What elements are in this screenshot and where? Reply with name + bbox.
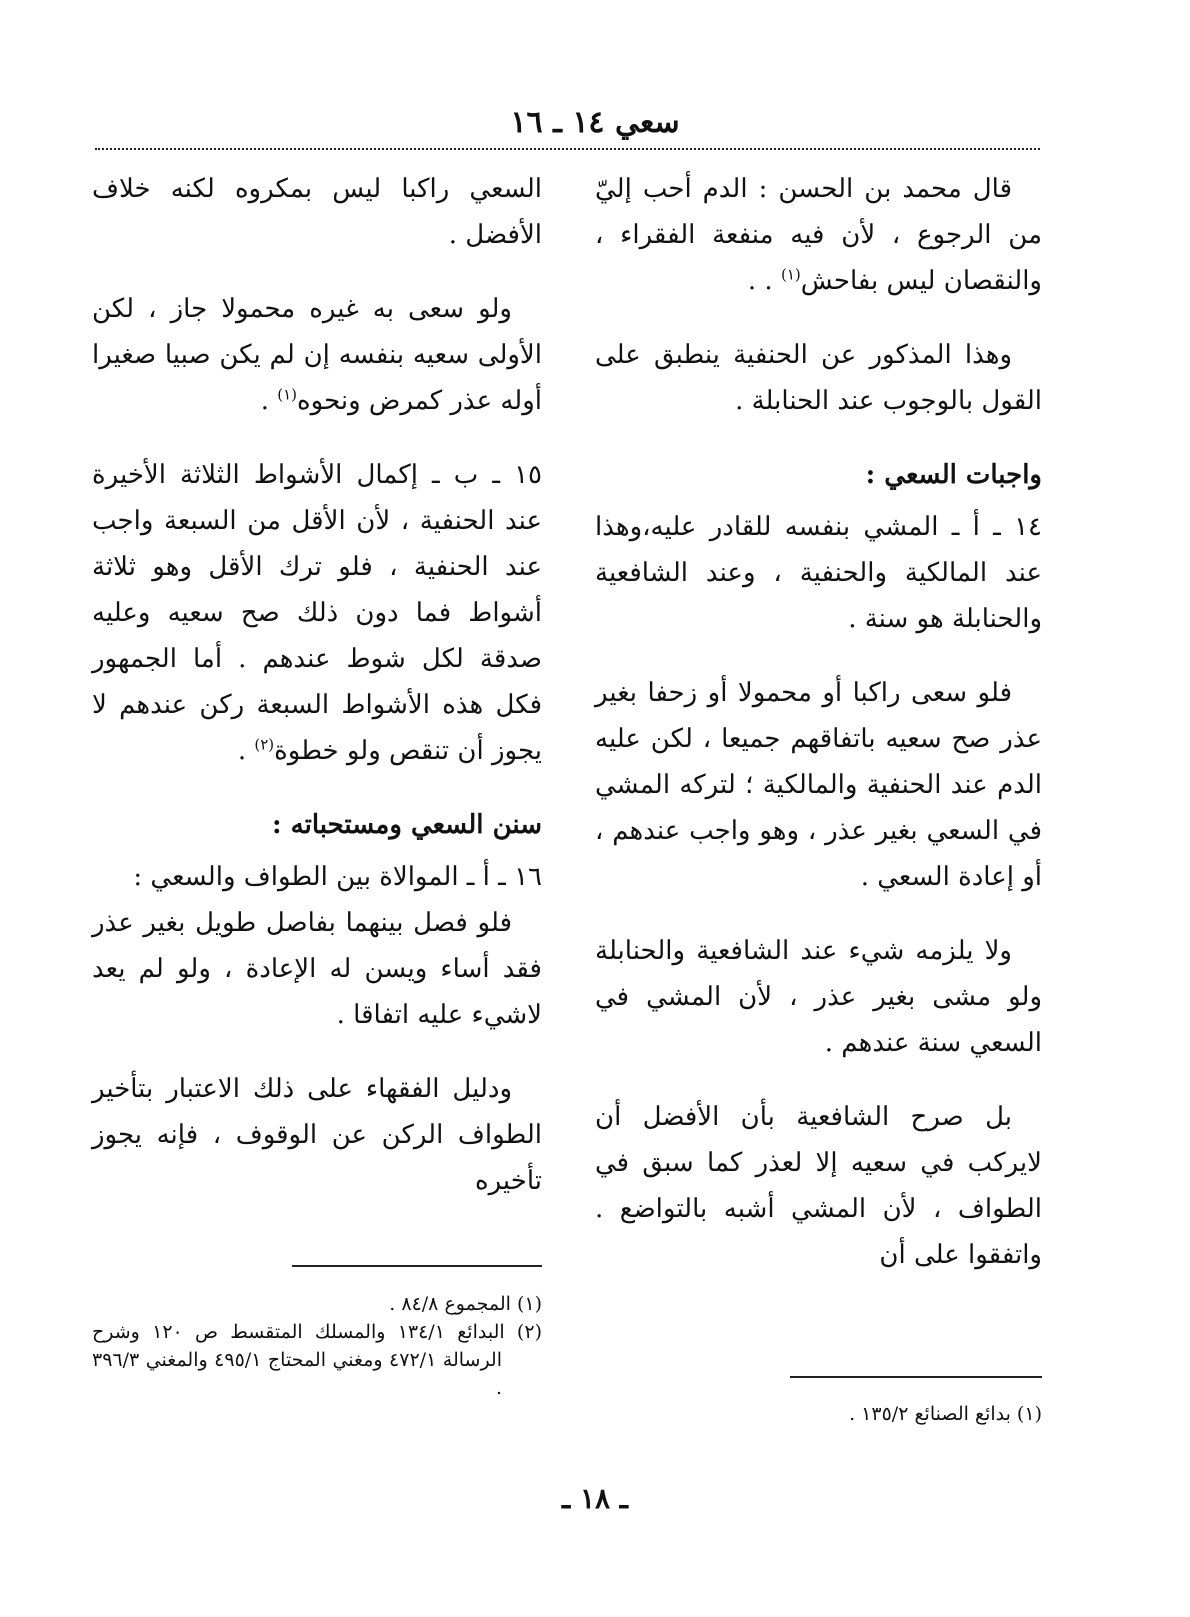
page-number: ـ ١٨ ـ — [562, 1482, 628, 1515]
footnote-ref: (١) — [780, 265, 801, 284]
footnotes-right — [595, 1400, 1042, 1428]
footnote-rule — [292, 1265, 542, 1267]
footnotes-left — [92, 1290, 542, 1402]
paragraph-text: ولو سعى به غيره محمولا جاز ، لكن الأولى سعيه بنفسه إن لم يكن صبيا صغيرا أوله عذر كمرض ونحوه — [92, 294, 542, 416]
paragraph: بل صرح الشافعية بأن الأفضل أن لايركب في سعيه إلا لعذر كما سبق في الطواف ، لأن المشي أشبه بالتواضع . واتفقوا على أن — [595, 1102, 1042, 1270]
header-dotted-rule — [95, 148, 1040, 150]
paragraph-text: قال محمد بن الحسن : الدم أحب إليّ من الرجوع ، لأن فيه منفعة الفقراء ، والنقصان ليس بفاحش — [595, 174, 1042, 296]
paragraph: ١٤ ـ أ ـ المشي بنفسه للقادر عليه،وهذا عند المالكية والحنفية ، وعند الشافعية والحنابلة هو سنة . — [595, 512, 1042, 634]
section-heading: واجبات السعي : — [865, 460, 1042, 490]
paragraph-text: ١٥ ـ ب ـ إكمال الأشواط الثلاثة الأخيرة عند الحنفية ، لأن الأقل من السبعة واجب عند الحنفية ، فلو ترك الأقل وهو ثلاثة أشواط فما دون ذلك صح سعيه وعليه صدقة لكل شوط عندهم . أما الجمهور فكل هذه الأشواط السبعة ركن عندهم لا يجوز أن تنقص ولو خطوة — [92, 460, 542, 766]
paragraph-end: . — [260, 386, 278, 416]
paragraph-end: . . — [747, 266, 781, 296]
paragraph: ودليل الفقهاء على ذلك الاعتبار بتأخير الطواف الركن عن الوقوف ، فإنه يجوز تأخيره — [92, 1074, 542, 1196]
footnote: (١) المجموع ٨٤/٨ . — [389, 1293, 542, 1315]
paragraph — [92, 286, 542, 424]
footnote-ref: (١) — [277, 385, 298, 404]
paragraph: فلو سعى راكبا أو محمولا أو زحفا بغير عذر صح سعيه باتفاقهم جميعا ، لكن عليه الدم عند الحنفية والمالكية ؛ لتركه المشي في السعي بغير عذر ، وهو واجب عندهم ، أو إعادة السعي . — [595, 678, 1042, 892]
paragraph: وهذا المذكور عن الحنفية ينطبق على القول بالوجوب عند الحنابلة . — [595, 340, 1042, 416]
left-column — [92, 166, 542, 1204]
paragraph: فلو فصل بينهما بفاصل طويل بغير عذر فقد أساء ويسن له الإعادة ، ولو لم يعد لاشيء عليه اتفاقا . — [92, 908, 542, 1030]
paragraph — [595, 166, 1042, 304]
paragraph: ولا يلزمه شيء عند الشافعية والحنابلة ولو مشى بغير عذر ، لأن المشي في السعي سنة عندهم . — [595, 936, 1042, 1058]
footnote: (١) بدائع الصنائع ١٣٥/٢ . — [849, 1403, 1042, 1425]
item-heading: ١٦ ـ أ ـ الموالاة بين الطواف والسعي : — [133, 862, 542, 892]
footnote-rule — [790, 1376, 1042, 1378]
paragraph — [92, 452, 542, 774]
section-heading: سنن السعي ومستحباته : — [272, 810, 542, 840]
footnote: (٢) البدائع ١٣٤/١ والمسلك المتقسط ص ١٢٠ وشرح الرسالة ٤٧٢/١ ومغني المحتاج ٤٩٥/١ والمغني ٣٩٦/٣ . — [92, 1321, 542, 1399]
paragraph-end: . — [237, 736, 255, 766]
footnote-ref: (٢) — [254, 735, 275, 754]
right-column — [595, 166, 1042, 1278]
paragraph: السعي راكبا ليس بمكروه لكنه خلاف الأفضل . — [92, 174, 542, 250]
running-header: سعي ١٤ ـ ١٦ — [510, 105, 680, 140]
